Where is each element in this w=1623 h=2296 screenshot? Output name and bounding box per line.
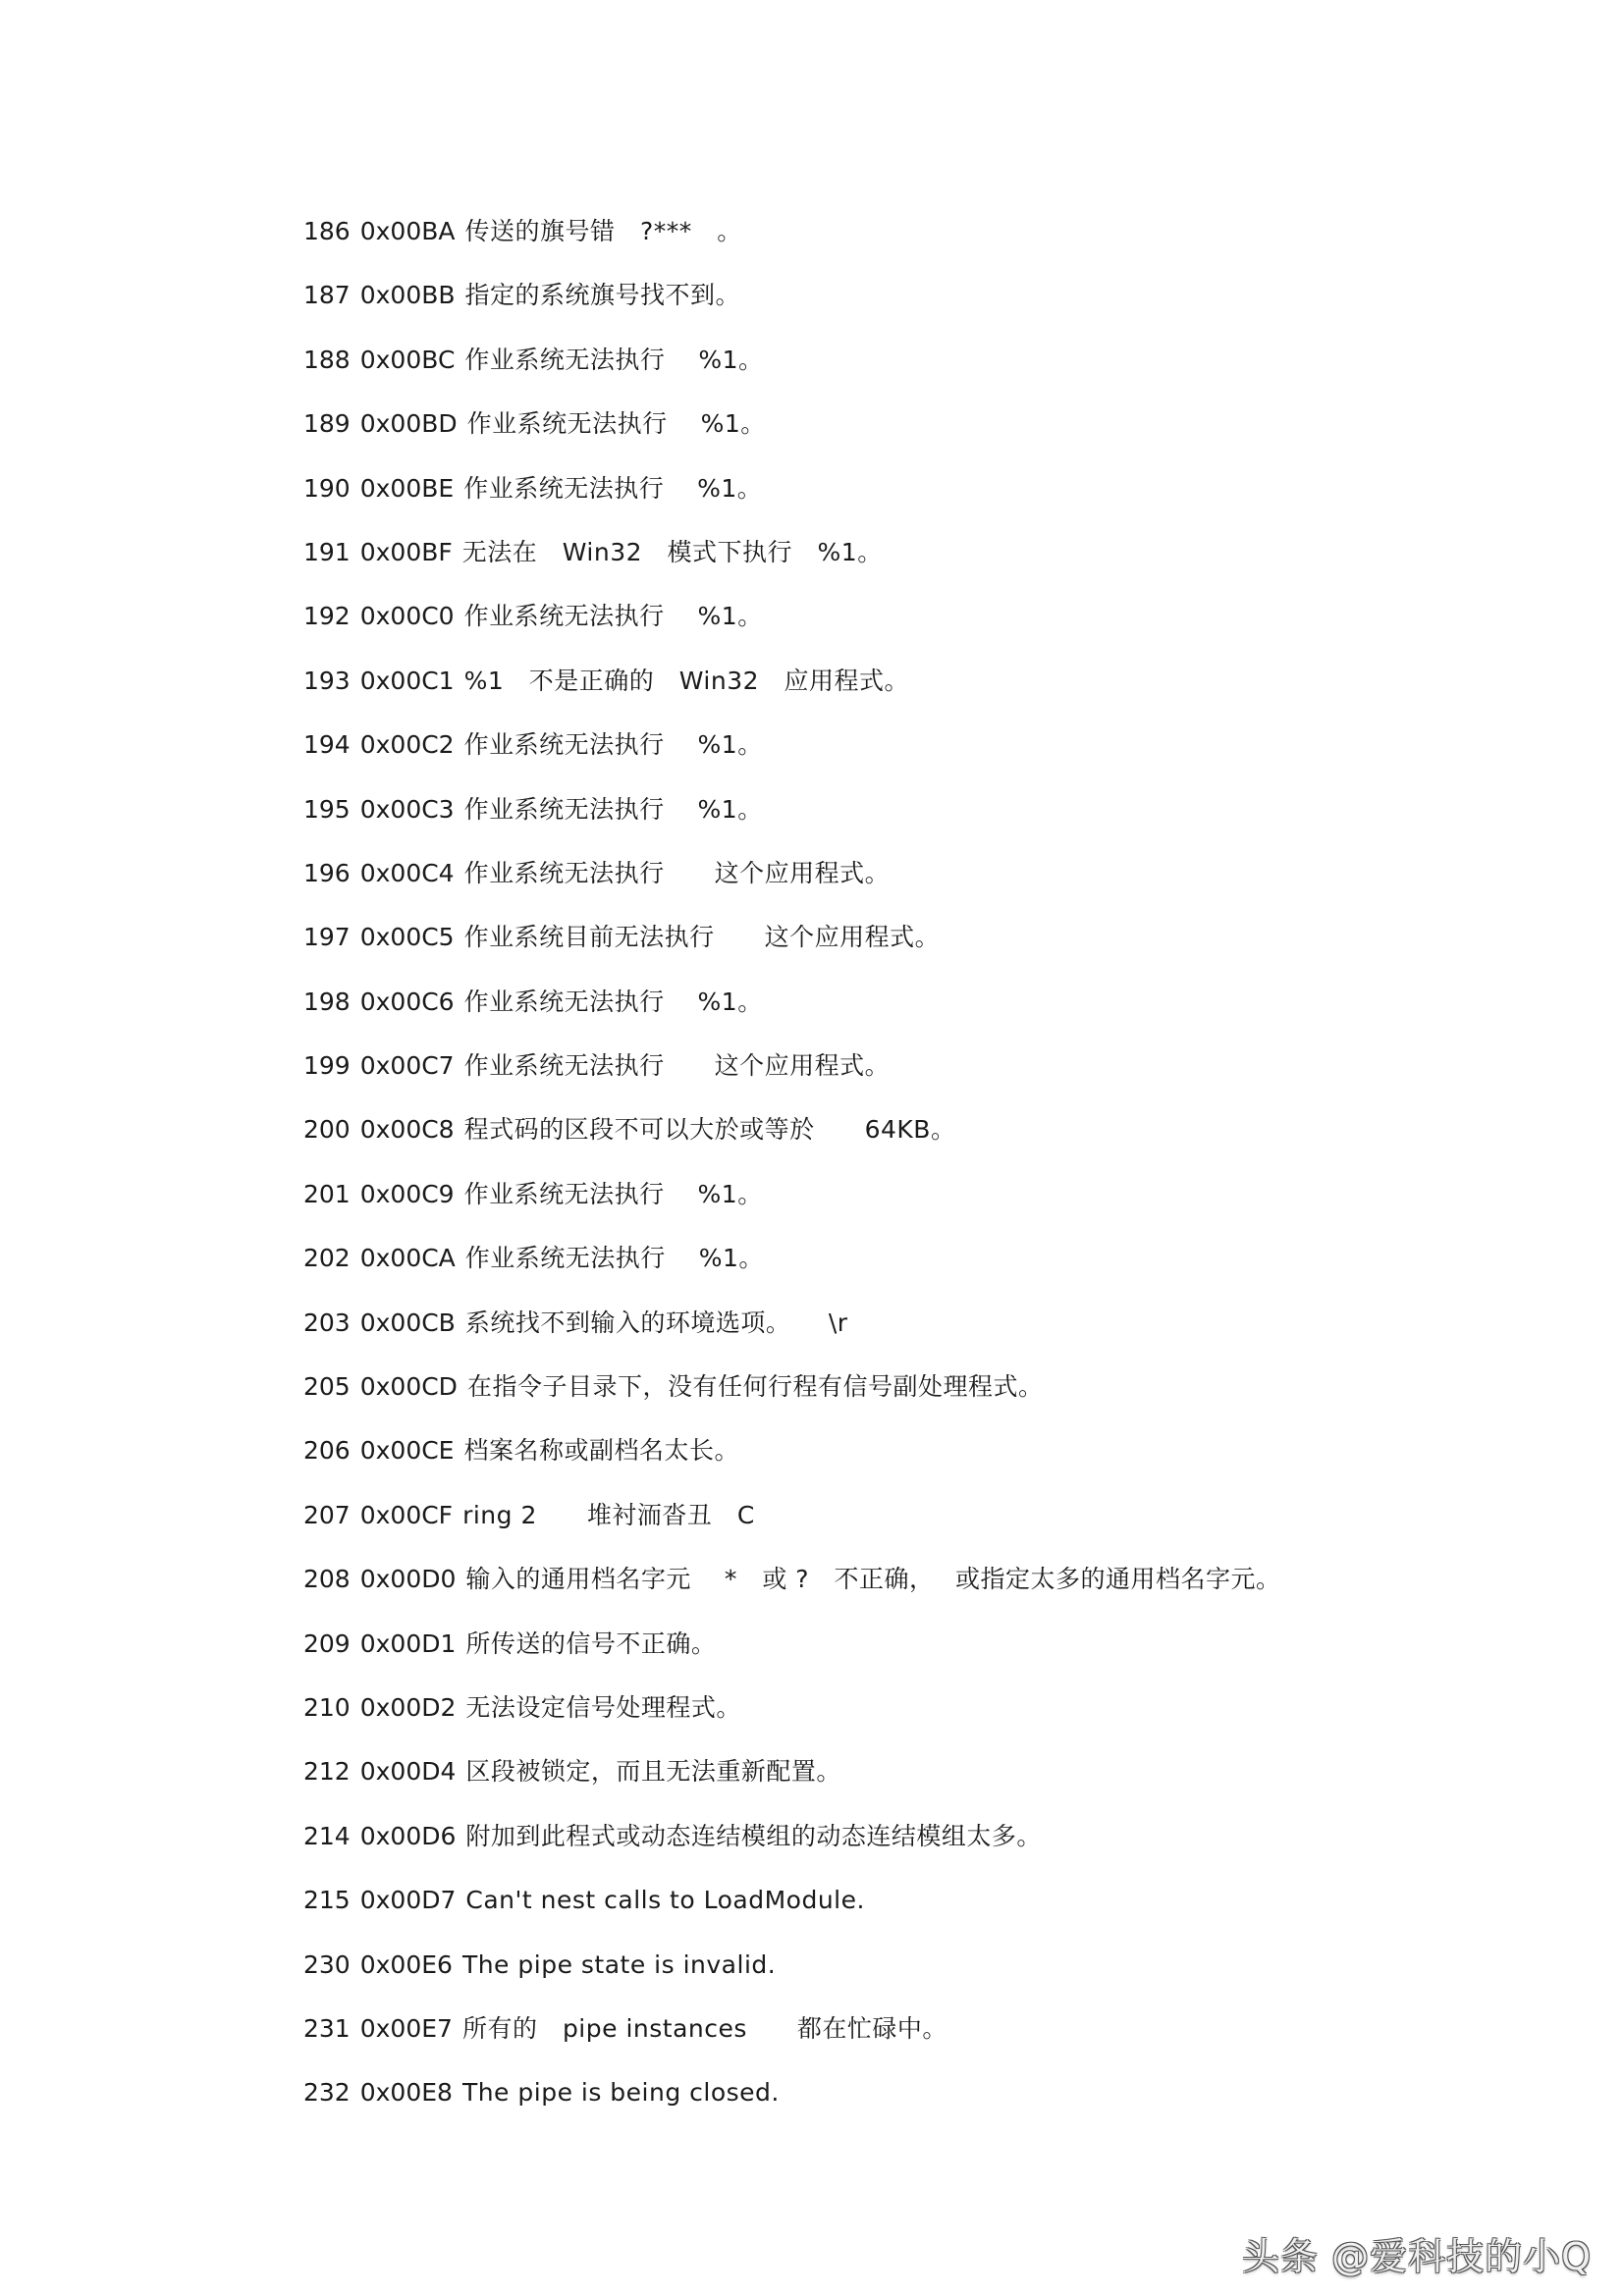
error-entry xyxy=(303,1429,1482,1493)
error-hex-code: 0x00C4 xyxy=(359,858,455,887)
error-number: 212 xyxy=(303,1757,351,1787)
error-message: 作业系统无法执行 %1。 xyxy=(464,1244,764,1273)
error-message: 作业系统无法执行 这个应用程式。 xyxy=(463,858,891,887)
error-message: 作业系统无法执行 %1。 xyxy=(464,345,764,374)
error-number: 214 xyxy=(303,1821,351,1850)
error-message: 作业系统无法执行 %1。 xyxy=(463,987,763,1016)
error-message: 所有的 pipe instances 都在忙碌中。 xyxy=(461,2013,947,2043)
error-message: 作业系统无法执行 %1。 xyxy=(463,730,763,760)
error-message: 区段被锁定，而且无法重新配置。 xyxy=(465,1757,841,1787)
error-message: 作业系统无法执行 %1。 xyxy=(463,1179,763,1208)
error-number: 207 xyxy=(303,1500,351,1529)
error-number: 215 xyxy=(303,1886,351,1915)
error-hex-code: 0x00D6 xyxy=(359,1821,457,1850)
error-hex-code: 0x00BC xyxy=(359,345,456,374)
error-hex-code: 0x00CF xyxy=(359,1500,454,1529)
error-number: 193 xyxy=(303,666,351,695)
error-entry xyxy=(303,723,1482,787)
error-entry xyxy=(303,2007,1482,2071)
error-message: 输入的通用档名字元 * 或 ? 不正确， 或指定太多的通用档名字元。 xyxy=(465,1565,1281,1594)
error-entry xyxy=(303,1686,1482,1750)
error-number: 202 xyxy=(303,1244,351,1273)
error-number: 205 xyxy=(303,1372,351,1402)
error-entry xyxy=(303,1365,1482,1429)
error-hex-code: 0x00D0 xyxy=(359,1565,457,1594)
error-message: 作业系统无法执行 %1。 xyxy=(463,602,763,631)
error-entry xyxy=(303,595,1482,659)
error-number: 189 xyxy=(303,409,351,439)
error-hex-code: 0x00D1 xyxy=(359,1629,457,1658)
error-hex-code: 0x00E6 xyxy=(359,1949,453,1979)
error-message: 系统找不到输入的环境选项。 \r xyxy=(464,1308,848,1337)
error-number: 194 xyxy=(303,730,351,760)
error-hex-code: 0x00BB xyxy=(359,281,456,310)
error-entry xyxy=(303,1237,1482,1301)
error-entry xyxy=(303,2071,1482,2135)
error-entry xyxy=(303,467,1482,531)
error-hex-code: 0x00CA xyxy=(359,1244,456,1273)
error-message: 指定的系统旗号找不到。 xyxy=(464,281,741,310)
error-number: 232 xyxy=(303,2078,351,2108)
error-hex-code: 0x00CD xyxy=(359,1372,458,1402)
error-hex-code: 0x00C6 xyxy=(359,987,455,1016)
error-hex-code: 0x00C5 xyxy=(359,923,455,952)
error-entry xyxy=(303,339,1482,402)
error-entry xyxy=(303,1623,1482,1686)
error-entry xyxy=(303,660,1482,723)
error-entry xyxy=(303,1944,1482,2007)
error-entry xyxy=(303,1558,1482,1622)
error-entry xyxy=(303,916,1482,980)
error-number: 197 xyxy=(303,923,351,952)
error-number: 190 xyxy=(303,473,351,503)
error-message: 作业系统无法执行 %1。 xyxy=(466,409,766,439)
error-message: Can't nest calls to LoadModule. xyxy=(465,1886,865,1915)
error-hex-code: 0x00CB xyxy=(359,1308,456,1337)
error-hex-code: 0x00CE xyxy=(359,1436,455,1466)
error-hex-code: 0x00C8 xyxy=(359,1115,455,1145)
error-number: 230 xyxy=(303,1949,351,1979)
error-number: 195 xyxy=(303,794,351,824)
error-entry xyxy=(303,1173,1482,1237)
error-number: 200 xyxy=(303,1115,351,1145)
error-entry xyxy=(303,1044,1482,1108)
error-hex-code: 0x00E7 xyxy=(359,2013,453,2043)
error-hex-code: 0x00BE xyxy=(359,473,455,503)
error-message: The pipe state is invalid. xyxy=(461,1949,777,1979)
error-entry xyxy=(303,1494,1482,1558)
error-hex-code: 0x00C1 xyxy=(359,666,455,695)
error-number: 187 xyxy=(303,281,351,310)
error-number: 192 xyxy=(303,602,351,631)
error-message: 传送的旗号错 ?*** 。 xyxy=(464,217,742,245)
error-hex-code: 0x00C3 xyxy=(359,794,455,824)
error-number: 196 xyxy=(303,858,351,887)
error-number: 206 xyxy=(303,1436,351,1466)
error-number: 209 xyxy=(303,1629,351,1658)
error-number: 210 xyxy=(303,1692,351,1722)
error-number: 191 xyxy=(303,537,351,566)
error-entry xyxy=(303,531,1482,595)
error-message: ring 2 堆衬洏沓丑 C xyxy=(462,1500,755,1529)
error-message: 作业系统无法执行 %1。 xyxy=(463,794,763,824)
error-message: 无法在 Win32 模式下执行 %1。 xyxy=(461,537,883,566)
error-entry xyxy=(303,274,1482,338)
error-hex-code: 0x00C2 xyxy=(359,730,455,760)
error-entry xyxy=(303,1302,1482,1365)
error-message: 作业系统无法执行 这个应用程式。 xyxy=(463,1051,891,1081)
error-message: 在指令子目录下，没有任何行程有信号副处理程式。 xyxy=(466,1372,1044,1402)
error-message: 所传送的信号不正确。 xyxy=(465,1629,717,1658)
error-number: 203 xyxy=(303,1308,351,1337)
error-number: 208 xyxy=(303,1565,351,1594)
error-hex-code: 0x00C0 xyxy=(359,602,455,631)
error-hex-code: 0x00C9 xyxy=(359,1179,455,1208)
error-message: 程式码的区段不可以大於或等於 64KB。 xyxy=(463,1115,956,1145)
error-number: 201 xyxy=(303,1179,351,1208)
error-number: 186 xyxy=(303,217,351,245)
error-entry xyxy=(303,210,1482,274)
error-number: 231 xyxy=(303,2013,351,2043)
error-hex-code: 0x00D2 xyxy=(359,1692,457,1722)
error-number: 199 xyxy=(303,1051,351,1081)
error-hex-code: 0x00BF xyxy=(359,537,453,566)
error-message: 作业系统无法执行 %1。 xyxy=(463,473,763,503)
error-hex-code: 0x00BA xyxy=(359,217,456,245)
error-hex-code: 0x00E8 xyxy=(359,2078,453,2108)
error-entry xyxy=(303,1815,1482,1879)
error-entry xyxy=(303,788,1482,852)
error-entry xyxy=(303,1750,1482,1814)
error-hex-code: 0x00D7 xyxy=(359,1886,457,1915)
error-hex-code: 0x00C7 xyxy=(359,1051,455,1081)
error-message: 附加到此程式或动态连结模组的动态连结模组太多。 xyxy=(465,1821,1042,1850)
error-entry xyxy=(303,852,1482,916)
error-number: 198 xyxy=(303,987,351,1016)
error-entry xyxy=(303,1879,1482,1943)
error-entry xyxy=(303,1108,1482,1172)
error-hex-code: 0x00BD xyxy=(359,409,458,439)
error-message: 无法设定信号处理程式。 xyxy=(465,1692,741,1722)
error-message: 档案名称或副档名太长。 xyxy=(463,1436,739,1466)
error-message: %1 不是正确的 Win32 应用程式。 xyxy=(463,666,910,695)
error-number: 188 xyxy=(303,345,351,374)
error-entry xyxy=(303,981,1482,1044)
error-entry xyxy=(303,402,1482,466)
error-message: 作业系统目前无法执行 这个应用程式。 xyxy=(463,923,941,952)
error-message: The pipe is being closed. xyxy=(461,2078,780,2108)
error-hex-code: 0x00D4 xyxy=(359,1757,457,1787)
watermark: 头条 @爱科技的小Q xyxy=(1242,2235,1592,2278)
error-code-list xyxy=(303,210,1482,2136)
